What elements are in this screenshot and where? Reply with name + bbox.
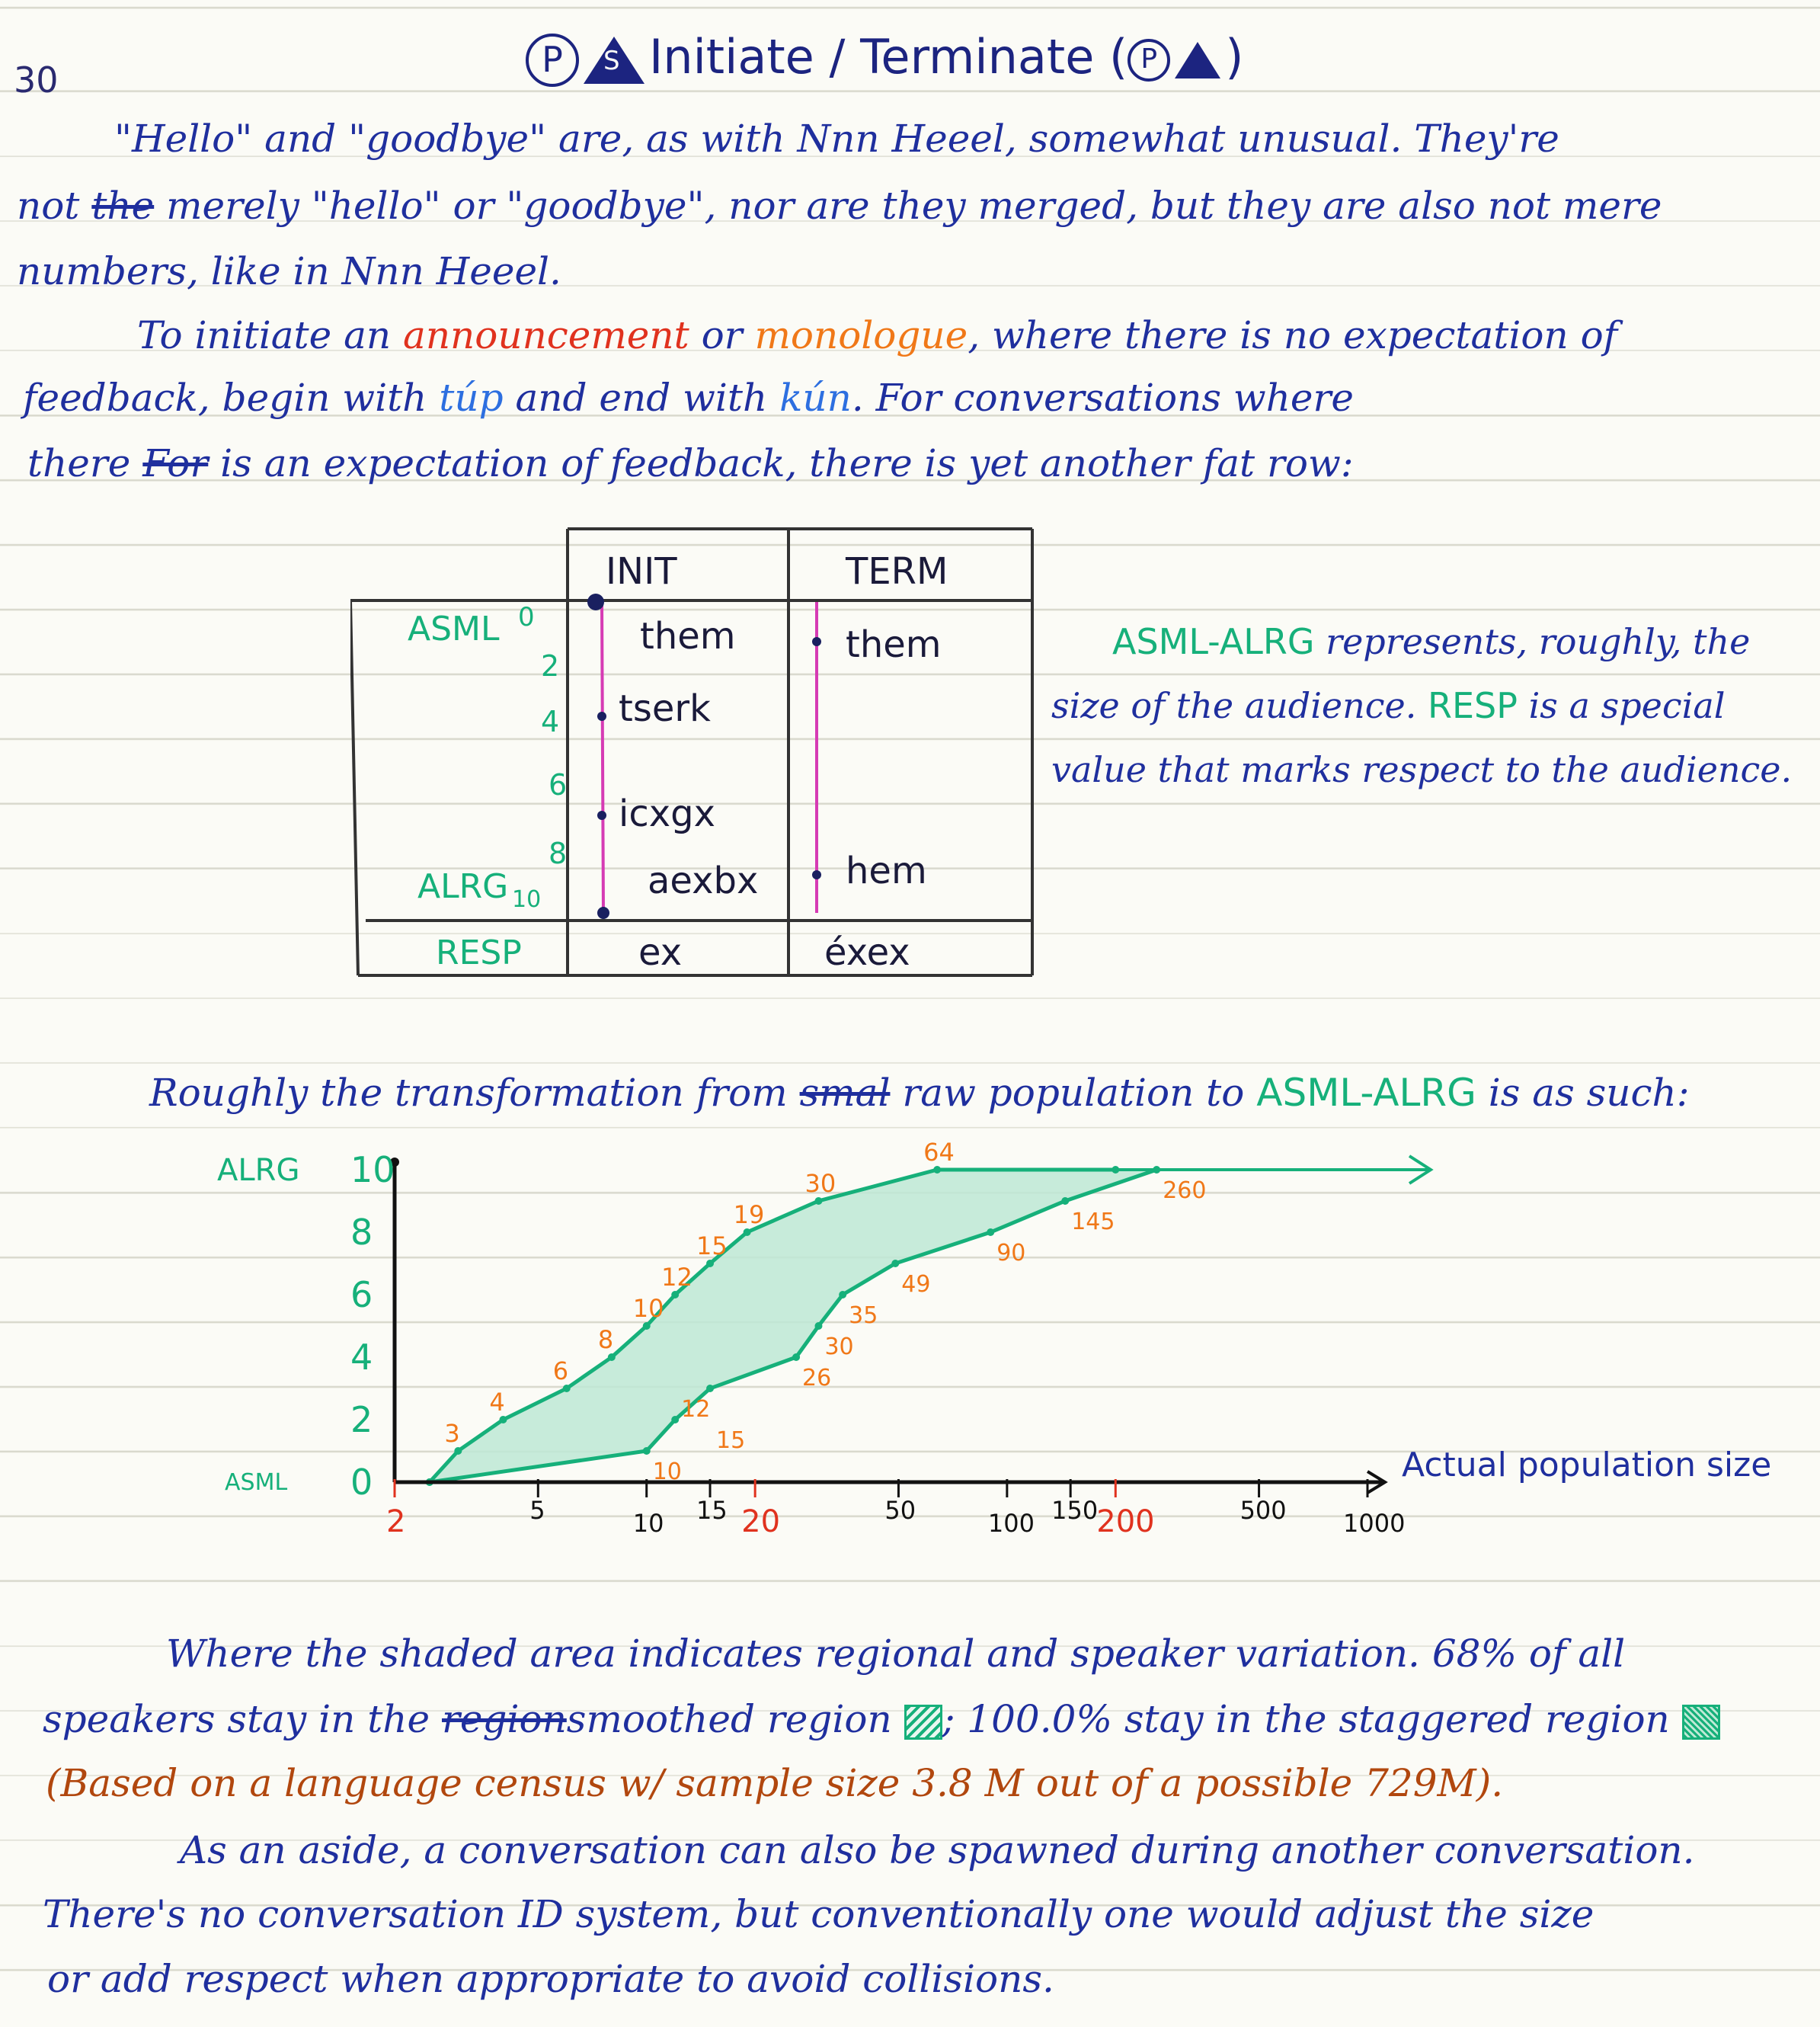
lower-step-label: 35 bbox=[849, 1302, 878, 1329]
series-point-upper-staggered bbox=[744, 1228, 751, 1236]
upper-step-label: 30 bbox=[804, 1169, 836, 1198]
series-point-lower-staggered bbox=[643, 1447, 651, 1455]
para1-line2: not the merely "hello" or "goodbye", nor are they merged, but they are also not mere bbox=[17, 184, 1662, 228]
x-tick-label: 20 bbox=[741, 1504, 781, 1539]
y-label-asml: ASML bbox=[225, 1469, 288, 1496]
x-tick-label: 15 bbox=[696, 1496, 728, 1525]
y-tick-label: 6 bbox=[350, 1274, 373, 1315]
y-tick-label: 0 bbox=[350, 1462, 373, 1503]
y-tick-label: 10 bbox=[350, 1149, 395, 1190]
upper-step-label: 15 bbox=[696, 1231, 728, 1260]
init-term-table bbox=[350, 526, 1036, 983]
init-icxgx: icxgx bbox=[619, 793, 716, 835]
lower-step-label: 26 bbox=[802, 1365, 832, 1391]
o-triangle-icon bbox=[1175, 42, 1220, 78]
series-point-lower-staggered bbox=[792, 1353, 800, 1361]
para2-line3: there For is an expectation of feedback, there is yet another fat row: bbox=[27, 441, 1354, 485]
row-asml-label: ASML bbox=[408, 610, 500, 648]
lower-step-label: 30 bbox=[824, 1334, 854, 1360]
side-note: ASML-ALRG represents, roughly, the size of the audience. RESP is a special value that marks respect to the audience. bbox=[1051, 621, 1793, 790]
series-point-lower-staggered bbox=[839, 1291, 846, 1298]
series-point-lower-staggered bbox=[706, 1385, 714, 1392]
series-point-upper-staggered bbox=[671, 1291, 679, 1298]
s-triangle-icon: S bbox=[584, 37, 645, 84]
upper-step-label: 3 bbox=[444, 1419, 460, 1448]
x-tick-label: 500 bbox=[1239, 1496, 1287, 1525]
series-point-lower-staggered bbox=[1061, 1197, 1069, 1205]
para4-line2: There's no conversation ID system, but conventionally one would adjust the size bbox=[43, 1892, 1594, 1936]
lower-step-label: 12 bbox=[681, 1396, 711, 1423]
lower-step-label: 49 bbox=[901, 1271, 931, 1298]
scale-2: 2 bbox=[541, 649, 560, 683]
page-title bbox=[526, 29, 1243, 87]
series-point-upper-staggered bbox=[814, 1197, 822, 1205]
upper-step-label: 6 bbox=[552, 1356, 569, 1385]
x-tick-label: 100 bbox=[987, 1509, 1035, 1538]
p-circle-icon: P bbox=[526, 34, 579, 87]
p-circle-small-icon: P bbox=[1128, 39, 1170, 82]
col-term-header: TERM bbox=[846, 550, 948, 593]
series-point-lower-staggered bbox=[814, 1322, 822, 1330]
lower-step-label: 145 bbox=[1071, 1209, 1115, 1235]
row-alrg-label: ALRG bbox=[417, 867, 509, 906]
term-them: them bbox=[846, 623, 942, 666]
resp-init: ex bbox=[638, 931, 683, 974]
series-point-upper-staggered bbox=[643, 1322, 651, 1330]
init-them: them bbox=[640, 615, 736, 658]
series-point-lower-staggered bbox=[891, 1260, 899, 1267]
upper-step-label: 4 bbox=[489, 1388, 505, 1417]
col-init-header: INIT bbox=[606, 550, 677, 593]
series-point-upper-staggered bbox=[608, 1353, 616, 1361]
resp-term: éxex bbox=[824, 931, 910, 974]
para2-line1: To initiate an announcement or monologue, where there is no expectation of bbox=[137, 313, 1618, 357]
row-resp-label: RESP bbox=[436, 933, 522, 972]
para1-line1: "Hello" and "goodbye" are, as with Nnn Heeel, somewhat unusual. They're bbox=[114, 117, 1559, 161]
para2-line2: feedback, begin with túp and end with kún. For conversations where bbox=[23, 376, 1354, 420]
para3-line2: speakers stay in the regionsmoothed region ; 100.0% stay in the staggered region bbox=[43, 1687, 1720, 1751]
upper-step-label: 10 bbox=[632, 1294, 664, 1323]
scale-4: 4 bbox=[541, 705, 560, 738]
scale-8: 8 bbox=[549, 837, 568, 870]
title-text: Initiate / Terminate ( bbox=[649, 29, 1128, 85]
para4-line3: or add respect when appropriate to avoid collisions. bbox=[47, 1957, 1054, 2001]
shaded-variation-region bbox=[430, 1170, 1156, 1482]
para3-line1: Where the shaded area indicates regional and speaker variation. 68% of all bbox=[166, 1632, 1626, 1676]
lower-step-label: 90 bbox=[996, 1240, 1026, 1266]
x-tick-label: 150 bbox=[1051, 1496, 1099, 1525]
series-point-lower-staggered bbox=[987, 1228, 994, 1236]
x-tick-label: 50 bbox=[884, 1496, 916, 1525]
y-tick-label: 4 bbox=[350, 1337, 373, 1378]
series-point-upper-staggered bbox=[454, 1447, 462, 1455]
x-tick-label: 5 bbox=[529, 1496, 545, 1525]
series-point-upper-staggered bbox=[933, 1166, 941, 1174]
lower-step-label: 15 bbox=[716, 1427, 746, 1454]
population-chart bbox=[0, 1128, 1820, 1555]
lower-step-label: 260 bbox=[1163, 1177, 1207, 1204]
upper-step-label: 12 bbox=[661, 1263, 692, 1292]
init-tserk: tserk bbox=[619, 687, 711, 730]
upper-step-label: 64 bbox=[923, 1138, 955, 1167]
series-point-lower-staggered bbox=[671, 1416, 679, 1423]
para4-line1: As an aside, a conversation can also be spawned during another conversation. bbox=[180, 1828, 1695, 1872]
series-point-upper-staggered bbox=[563, 1385, 571, 1392]
term-hem: hem bbox=[846, 850, 927, 892]
upper-step-label: 19 bbox=[733, 1200, 765, 1229]
staggered-swatch-icon bbox=[1682, 1705, 1720, 1740]
transform-intro: Roughly the transformation from smal raw population to ASML-ALRG is as such: bbox=[149, 1071, 1690, 1115]
para3-line3: (Based on a language census w/ sample size 3.8 M out of a possible 729M). bbox=[46, 1761, 1504, 1805]
init-aexbx: aexbx bbox=[648, 860, 759, 902]
page-number: 30 bbox=[14, 59, 59, 101]
y-tick-label: 2 bbox=[350, 1399, 373, 1440]
x-tick-label: 2 bbox=[386, 1504, 406, 1539]
smoothed-swatch-icon bbox=[904, 1705, 942, 1740]
scale-6: 6 bbox=[549, 768, 568, 802]
x-tick-label: 10 bbox=[632, 1509, 664, 1538]
x-tick-label: 1000 bbox=[1343, 1509, 1406, 1538]
scale-0: 0 bbox=[518, 602, 535, 632]
x-axis-label: Actual population size bbox=[1402, 1446, 1772, 1484]
scale-10: 10 bbox=[512, 886, 542, 913]
upper-step-label: 8 bbox=[597, 1325, 614, 1354]
y-tick-label: 8 bbox=[350, 1212, 373, 1253]
y-label-alrg: ALRG bbox=[217, 1153, 300, 1188]
lower-step-label: 10 bbox=[652, 1459, 682, 1485]
series-point-upper-staggered bbox=[706, 1260, 714, 1267]
title-close: ) bbox=[1225, 29, 1244, 85]
x-tick-label: 200 bbox=[1096, 1504, 1155, 1539]
para1-line3: numbers, like in Nnn Heeel. bbox=[17, 249, 561, 293]
series-point-upper-staggered bbox=[499, 1416, 507, 1423]
